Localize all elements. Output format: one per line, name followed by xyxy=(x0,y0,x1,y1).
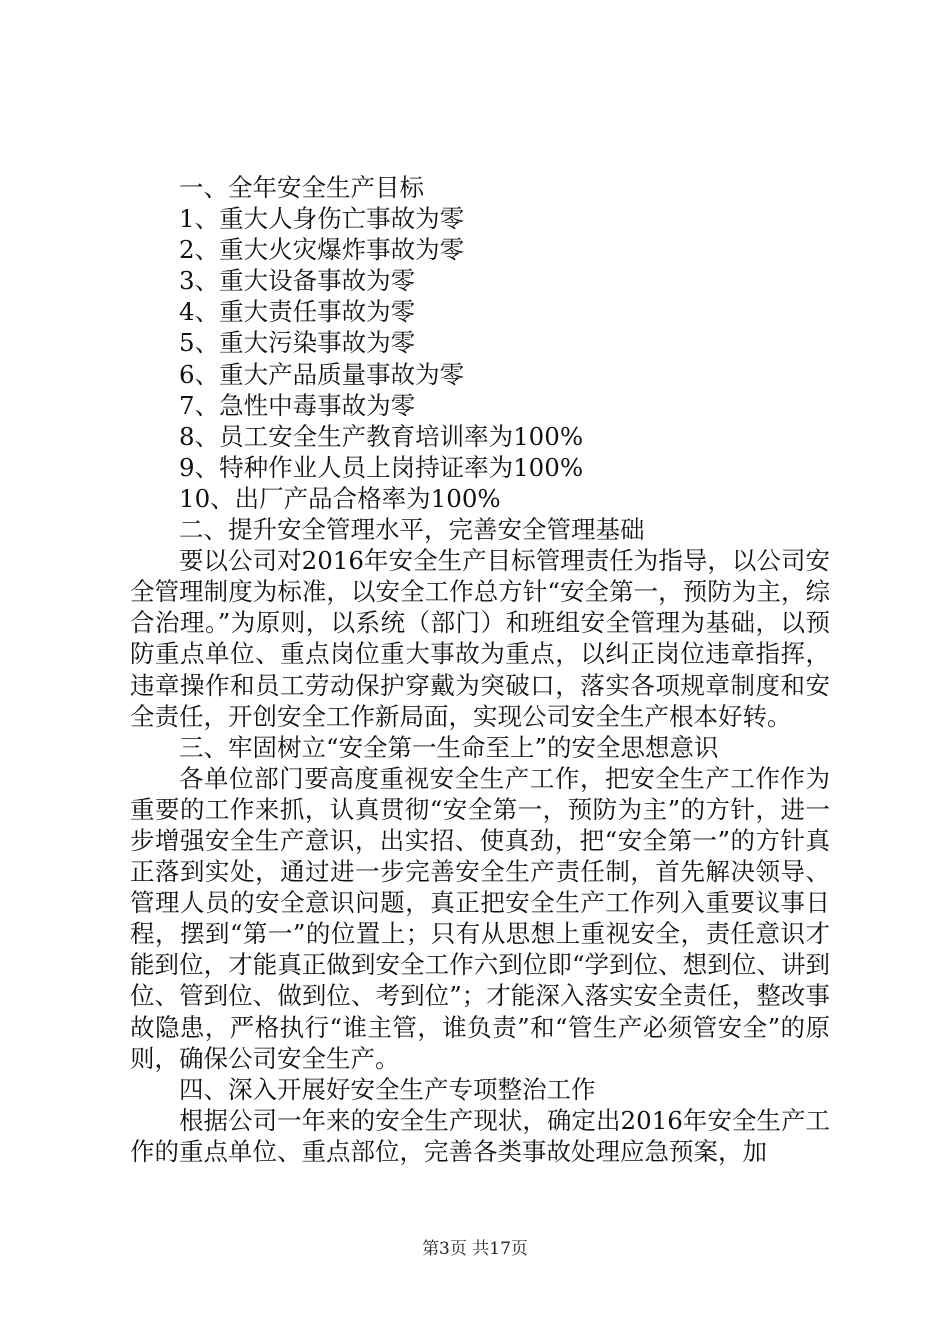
section-heading-1: 一、全年安全生产目标 xyxy=(179,173,424,202)
document-body xyxy=(130,172,830,1167)
goal-item: 6、重大产品质量事故为零 xyxy=(179,359,465,389)
paragraph-awareness: 各单位部门要高度重视安全生产工作，把安全生产工作作为重要的工作来抓，认真贯彻“安全第一，预防为主”的方针，进一步增强安全生产意识，出实招、使真劲，把“安全第一”的方针真正落到实处，通过进一步完善安全生产责任制，首先解决领导、管理人员的安全意识问题，真正把安全生产工作列入重要议事日程，摆到“第一”的位置上；只有从思想上重视安全，责任意识才能到位，才能真正做到安全工作六到位即“学到位、想到位、讲到位、管到位、做到位、考到位”；才能深入落实安全责任，整改事故隐患，严格执行“谁主管，谁负责”和“管生产必须管安全”的原则，确保公司安全生产。 xyxy=(130,763,830,1073)
goal-list xyxy=(130,203,830,514)
goal-item: 7、急性中毒事故为零 xyxy=(179,390,416,420)
goal-item: 9、特种作业人员上岗持证率为100% xyxy=(179,452,584,482)
goal-item: 3、重大设备事故为零 xyxy=(179,266,416,296)
goal-item: 2、重大火灾爆炸事故为零 xyxy=(179,235,465,265)
paragraph-rectification: 根据公司一年来的安全生产现状，确定出2016年安全生产工作的重点单位、重点部位，完善各类事故处理应急预案，加 xyxy=(130,1105,830,1166)
page-number-label: 第3页 共17页 xyxy=(422,1239,528,1259)
page-footer xyxy=(0,1238,950,1260)
section-heading-3: 三、牢固树立“安全第一生命至上”的安全思想意识 xyxy=(179,732,719,762)
section-heading-2: 二、提升安全管理水平，完善安全管理基础 xyxy=(179,515,645,545)
goal-item: 4、重大责任事故为零 xyxy=(179,297,416,327)
goal-item: 8、员工安全生产教育培训率为100% xyxy=(179,421,584,451)
paragraph-management: 要以公司对2016年安全生产目标管理责任为指导，以公司安全管理制度为标准，以安全工作总方针“安全第一，预防为主，综合治理。”为原则，以系统（部门）和班组安全管理为基础，以预防重点单位、重点岗位重大事故为重点，以纠正岗位违章指挥，违章操作和员工劳动保护穿戴为突破口，落实各项规章制度和安全责任，开创安全工作新局面，实现公司安全生产根本好转。 xyxy=(130,546,830,731)
goal-item: 1、重大人身伤亡事故为零 xyxy=(179,204,465,234)
goal-item: 5、重大污染事故为零 xyxy=(179,328,416,358)
section-heading-4: 四、深入开展好安全生产专项整治工作 xyxy=(179,1074,596,1104)
goal-item: 10、出厂产品合格率为100% xyxy=(179,483,501,513)
